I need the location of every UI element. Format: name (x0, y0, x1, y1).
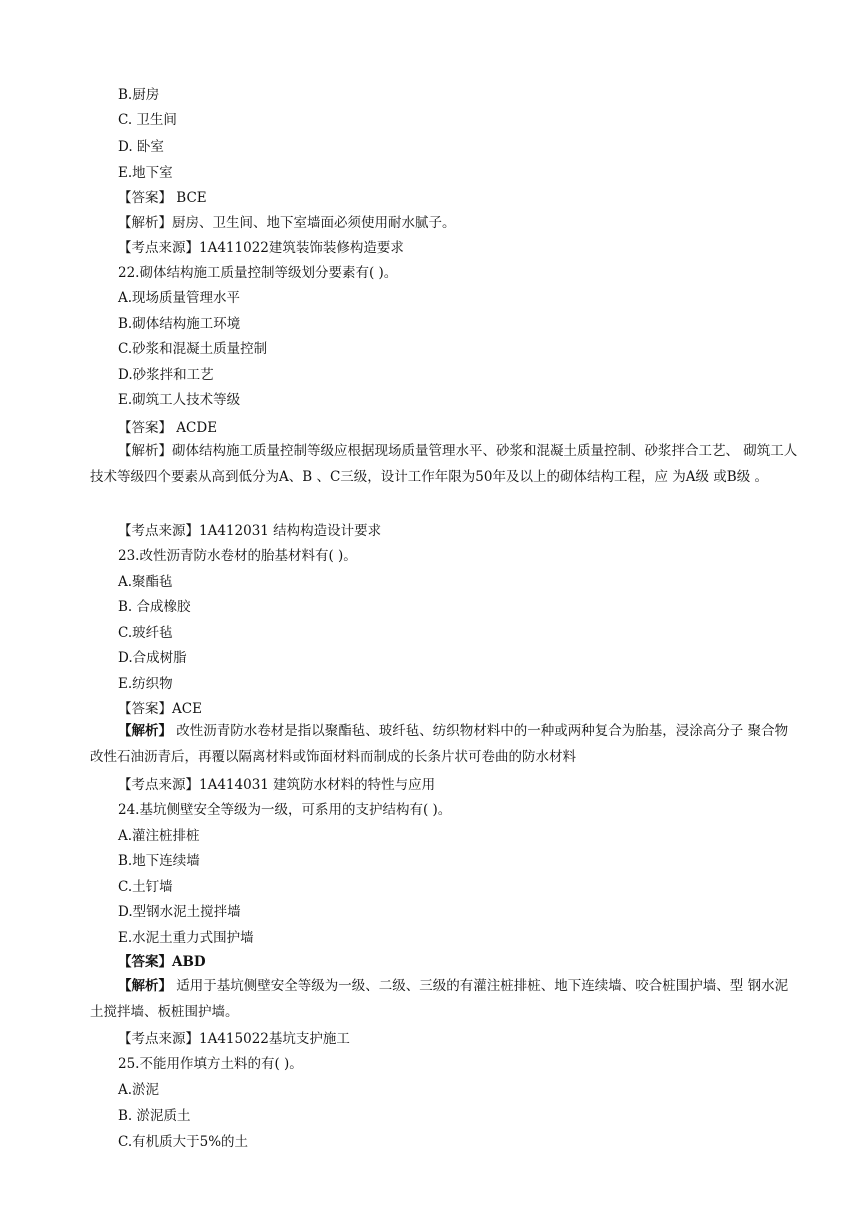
text-line: E.水泥土重力式围护墙 (118, 930, 254, 946)
text-line: 25.不能用作填方土料的有( )。 (118, 1056, 303, 1072)
text-line: E.地下室 (118, 165, 173, 181)
analysis-label: 【解析】 (118, 978, 172, 994)
analysis-label: 【解析】 (118, 443, 172, 459)
text-line: A.聚酯毡 (118, 574, 173, 590)
text-line: A.现场质量管理水平 (118, 290, 241, 306)
analysis-text: 改性沥青防水卷材是指以聚酯毡、玻纤毡、纺织物材料中的一种或两种复合为胎基，浸涂高分子 聚合物改性石油沥青后，再覆以隔离材料或饰面材料而制成的长条片状可卷曲的防水材料 (90, 723, 789, 765)
text-line: E.砌筑工人技术等级 (118, 392, 241, 408)
analysis-paragraph-24 (90, 973, 798, 1025)
text-line: E.纺织物 (118, 676, 173, 692)
text-line: 【考点来源】1A412031 结构构造设计要求 (118, 523, 382, 539)
analysis-label: 【解析】 (118, 723, 172, 739)
text-line: 24.基坑侧壁安全等级为一级，可系用的支护结构有( )。 (118, 802, 452, 818)
text-line: C.土钉墙 (118, 879, 173, 895)
text-line: B. 合成橡胶 (118, 599, 191, 615)
text-line: 【考点来源】1A411022建筑装饰装修构造要求 (118, 240, 404, 256)
text-line: C.砂浆和混凝土质量控制 (118, 341, 268, 357)
text-line: 22.砌体结构施工质量控制等级划分要素有( )。 (118, 265, 398, 281)
analysis-paragraph-23 (90, 718, 798, 770)
text-line: D.合成树脂 (118, 650, 187, 666)
text-line: C.玻纤毡 (118, 625, 173, 641)
text-line: 【解析】厨房、卫生间、地下室墙面必须使用耐水腻子。 (118, 215, 456, 231)
analysis-text: 适用于基坑侧壁安全等级为一级、二级、三级的有灌注桩排桩、地下连续墙、咬合桩围护墙、型 钢水泥土搅拌墙、板桩围护墙。 (90, 978, 789, 1020)
text-line: 23.改性沥青防水卷材的胎基材料有( )。 (118, 548, 357, 564)
text-line: B.砌体结构施工环境 (118, 316, 241, 332)
text-line: D.砂浆拌和工艺 (118, 367, 214, 383)
text-line: 【答案】ACE (118, 701, 202, 717)
text-line: 【考点来源】1A415022基坑支护施工 (118, 1031, 350, 1047)
answer-line: 【答案】ABD (118, 954, 206, 970)
text-line: 【考点来源】1A414031 建筑防水材料的特性与应用 (118, 777, 436, 793)
text-line: A.淤泥 (118, 1082, 160, 1098)
text-line: C.有机质大于5%的土 (118, 1134, 249, 1150)
text-line: D. 卧室 (118, 139, 164, 155)
analysis-paragraph-22 (90, 438, 798, 490)
text-line: 【答案】 ACDE (118, 420, 218, 436)
text-line: B. 淤泥质土 (118, 1108, 191, 1124)
text-line: 【答案】 BCE (118, 190, 207, 206)
text-line: B.地下连续墙 (118, 853, 200, 869)
text-line: C. 卫生间 (118, 112, 177, 128)
text-line: D.型钢水泥土搅拌墙 (118, 904, 241, 920)
text-line: B.厨房 (118, 87, 160, 103)
text-line: A.灌注桩排桩 (118, 828, 200, 844)
analysis-text: 砌体结构施工质量控制等级应根据现场质量管理水平、砂浆和混凝土质量控制、砂浆拌合工艺、 砌筑工人技术等级四个要素从高到低分为A、B 、C三级，设计工作年限为50年及以上的砌体结构工程，应 为A级 或B级 。 (90, 443, 798, 485)
